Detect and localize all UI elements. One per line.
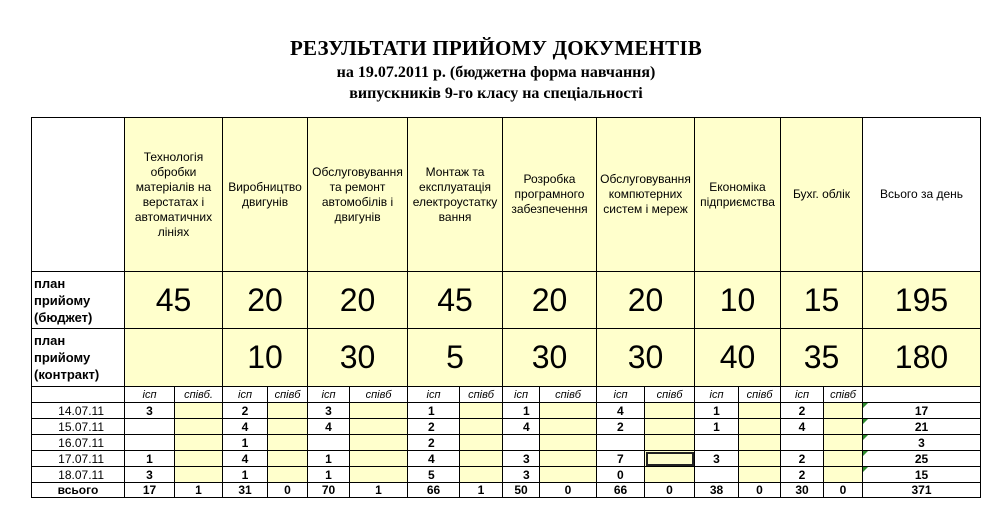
table-row — [32, 435, 981, 451]
subheader-isp: ісп — [308, 387, 350, 403]
spivb-total-cell[interactable]: 0 — [645, 483, 695, 498]
subheader-total-spacer — [863, 387, 981, 403]
isp-cell[interactable]: 4 — [597, 403, 645, 419]
plan-contract-value[interactable]: 30 — [308, 329, 408, 387]
isp-cell[interactable]: 5 — [408, 467, 460, 483]
subheader-spivb: співб — [268, 387, 308, 403]
spivb-cell[interactable] — [540, 403, 597, 419]
spivb-total-cell[interactable]: 0 — [540, 483, 597, 498]
spivb-cell[interactable] — [645, 419, 695, 435]
subheader-isp: ісп — [695, 387, 739, 403]
row-total[interactable]: 21 — [863, 419, 981, 435]
table-row — [32, 467, 981, 483]
isp-cell[interactable]: 4 — [308, 419, 350, 435]
spivb-cell[interactable] — [460, 419, 503, 435]
row-date[interactable]: 18.07.11 — [32, 467, 125, 483]
spivb-cell[interactable] — [824, 419, 863, 435]
subheader-isp: ісп — [223, 387, 268, 403]
isp-cell[interactable]: 3 — [503, 467, 540, 483]
spivb-cell[interactable] — [175, 467, 223, 483]
specialty-header[interactable]: Економіка підприємства — [695, 118, 781, 272]
isp-cell[interactable]: 1 — [695, 419, 739, 435]
subheader-isp: ісп — [597, 387, 645, 403]
spivb-cell[interactable] — [268, 451, 308, 467]
plan-budget-value[interactable]: 20 — [223, 272, 308, 329]
report-title: РЕЗУЛЬТАТИ ПРИЙОМУ ДОКУМЕНТІВ — [290, 36, 702, 60]
spivb-cell[interactable] — [460, 403, 503, 419]
corner-cell — [32, 118, 125, 272]
isp-cell[interactable]: 4 — [223, 451, 268, 467]
spivb-total-cell[interactable]: 0 — [739, 483, 781, 498]
plan-contract-value[interactable]: 35 — [781, 329, 863, 387]
row-total[interactable]: 3 — [863, 435, 981, 451]
plan-budget-value[interactable]: 10 — [695, 272, 781, 329]
isp-cell[interactable]: 4 — [408, 451, 460, 467]
spivb-cell[interactable] — [350, 435, 408, 451]
spivb-cell[interactable] — [268, 419, 308, 435]
isp-cell[interactable]: 4 — [223, 419, 268, 435]
plan-budget-label[interactable]: план прийому (бюджет) — [32, 272, 125, 329]
table-row — [32, 451, 981, 467]
isp-cell[interactable]: 1 — [125, 451, 175, 467]
spivb-cell[interactable] — [175, 435, 223, 451]
spivb-cell[interactable] — [824, 403, 863, 419]
isp-cell[interactable]: 2 — [781, 403, 824, 419]
spivb-cell[interactable] — [460, 451, 503, 467]
isp-cell[interactable]: 3 — [308, 403, 350, 419]
spivb-total-cell[interactable]: 0 — [824, 483, 863, 498]
row-total[interactable]: 25 — [863, 451, 981, 467]
isp-cell[interactable] — [695, 467, 739, 483]
isp-cell[interactable] — [308, 435, 350, 451]
isp-cell[interactable]: 1 — [308, 451, 350, 467]
isp-total-cell[interactable]: 17 — [125, 483, 175, 498]
total-row-label[interactable]: всього — [32, 483, 125, 498]
row-date[interactable]: 17.07.11 — [32, 451, 125, 467]
isp-cell[interactable]: 1 — [695, 403, 739, 419]
report-subtitle-date: на 19.07.2011 р. (бюджетна форма навчання) — [336, 64, 656, 81]
report-subtitle-graduates: випускників 9-го класу на спеціальності — [349, 85, 643, 102]
plan-budget-value[interactable]: 20 — [308, 272, 408, 329]
spivb-cell[interactable] — [739, 467, 781, 483]
isp-cell[interactable]: 3 — [503, 451, 540, 467]
specialty-header[interactable]: Обслуговування компютерних систем і мереж — [597, 118, 695, 272]
table-row — [32, 419, 981, 435]
spivb-cell[interactable] — [824, 451, 863, 467]
plan-budget-value[interactable]: 20 — [503, 272, 597, 329]
isp-cell[interactable] — [597, 435, 645, 451]
isp-cell[interactable]: 2 — [408, 435, 460, 451]
spivb-total-cell[interactable]: 1 — [350, 483, 408, 498]
total-per-day-header[interactable]: Всього за день — [863, 118, 981, 272]
row-total[interactable]: 15 — [863, 467, 981, 483]
subheader-isp: ісп — [781, 387, 824, 403]
table-row — [32, 403, 981, 419]
subheader-spivb: співб — [739, 387, 781, 403]
spivb-total-cell[interactable]: 0 — [268, 483, 308, 498]
specialty-header[interactable]: Монтаж та експлуатація електроустатку вання — [408, 118, 503, 272]
isp-cell[interactable]: 1 — [308, 467, 350, 483]
spivb-total-cell[interactable]: 1 — [175, 483, 223, 498]
plan-contract-label[interactable]: план прийому (контракт) — [32, 329, 125, 387]
isp-cell[interactable] — [503, 435, 540, 451]
spivb-cell[interactable] — [645, 451, 695, 467]
isp-cell[interactable]: 3 — [125, 403, 175, 419]
isp-cell[interactable]: 2 — [781, 451, 824, 467]
subheader-spivb: співб — [540, 387, 597, 403]
subheader-isp: ісп — [125, 387, 175, 403]
isp-total-cell[interactable]: 50 — [503, 483, 540, 498]
row-total[interactable]: 17 — [863, 403, 981, 419]
plan-budget-value[interactable]: 15 — [781, 272, 863, 329]
isp-total-cell[interactable]: 30 — [781, 483, 824, 498]
plan-budget-total[interactable]: 195 — [863, 272, 981, 329]
specialty-header[interactable]: Обслуговування та ремонт автомобілів і двигунів — [308, 118, 408, 272]
spivb-cell[interactable] — [268, 467, 308, 483]
admissions-table — [31, 117, 981, 498]
plan-contract-value[interactable]: 10 — [223, 329, 308, 387]
specialty-header[interactable]: Виробництво двигунів — [223, 118, 308, 272]
spivb-cell[interactable] — [350, 403, 408, 419]
row-date[interactable]: 14.07.11 — [32, 403, 125, 419]
isp-cell[interactable] — [781, 435, 824, 451]
plan-budget-value[interactable]: 45 — [408, 272, 503, 329]
spivb-cell[interactable] — [460, 467, 503, 483]
isp-cell[interactable] — [125, 419, 175, 435]
plan-contract-value[interactable] — [125, 329, 223, 387]
spivb-cell[interactable] — [460, 435, 503, 451]
isp-cell[interactable]: 3 — [125, 467, 175, 483]
isp-cell[interactable]: 2 — [408, 419, 460, 435]
spivb-cell[interactable] — [350, 419, 408, 435]
spivb-cell[interactable] — [824, 467, 863, 483]
isp-cell[interactable]: 4 — [781, 419, 824, 435]
subheader-spacer — [32, 387, 125, 403]
isp-total-cell[interactable]: 66 — [408, 483, 460, 498]
isp-cell[interactable]: 2 — [223, 403, 268, 419]
spivb-cell[interactable] — [645, 403, 695, 419]
specialty-header[interactable]: Технологія обробки матеріалів на верстатах і автоматичних лініях — [125, 118, 223, 272]
plan-contract-value[interactable]: 30 — [597, 329, 695, 387]
isp-cell[interactable]: 4 — [503, 419, 540, 435]
subheader-spivb: співб — [645, 387, 695, 403]
isp-cell[interactable] — [695, 435, 739, 451]
spivb-cell[interactable] — [268, 403, 308, 419]
spivb-cell[interactable] — [739, 403, 781, 419]
spivb-cell[interactable] — [824, 435, 863, 451]
spivb-cell[interactable] — [175, 451, 223, 467]
isp-cell[interactable]: 1 — [503, 403, 540, 419]
isp-cell[interactable]: 1 — [223, 467, 268, 483]
isp-cell[interactable]: 1 — [408, 403, 460, 419]
plan-contract-value[interactable]: 30 — [503, 329, 597, 387]
spivb-cell[interactable] — [645, 435, 695, 451]
isp-cell[interactable]: 2 — [597, 419, 645, 435]
subheader-spivb: співб. — [175, 387, 223, 403]
plan-budget-value[interactable]: 20 — [597, 272, 695, 329]
spivb-cell[interactable] — [540, 435, 597, 451]
grand-total[interactable]: 371 — [863, 483, 981, 498]
spivb-cell[interactable] — [175, 419, 223, 435]
isp-cell[interactable]: 7 — [597, 451, 645, 467]
isp-cell[interactable]: 3 — [695, 451, 739, 467]
subheader-spivb: співб — [824, 387, 863, 403]
plan-contract-value[interactable]: 5 — [408, 329, 503, 387]
isp-total-cell[interactable]: 38 — [695, 483, 739, 498]
spivb-cell[interactable] — [739, 419, 781, 435]
plan-contract-total[interactable]: 180 — [863, 329, 981, 387]
plan-budget-value[interactable]: 45 — [125, 272, 223, 329]
specialty-header[interactable]: Бухг. облік — [781, 118, 863, 272]
spivb-cell[interactable] — [350, 451, 408, 467]
isp-cell[interactable]: 1 — [223, 435, 268, 451]
spivb-cell[interactable] — [268, 435, 308, 451]
row-date[interactable]: 16.07.11 — [32, 435, 125, 451]
subheader-spivb: співб — [460, 387, 503, 403]
isp-cell[interactable]: 0 — [597, 467, 645, 483]
subheader-spivb: співб — [350, 387, 408, 403]
spivb-total-cell[interactable]: 1 — [460, 483, 503, 498]
subheader-isp: ісп — [503, 387, 540, 403]
isp-cell[interactable] — [125, 435, 175, 451]
row-date[interactable]: 15.07.11 — [32, 419, 125, 435]
spivb-cell[interactable] — [540, 419, 597, 435]
isp-total-cell[interactable]: 31 — [223, 483, 268, 498]
isp-total-cell[interactable]: 66 — [597, 483, 645, 498]
spivb-cell[interactable] — [540, 467, 597, 483]
total-row — [32, 483, 981, 498]
spivb-cell[interactable] — [645, 467, 695, 483]
spivb-cell[interactable] — [739, 435, 781, 451]
isp-total-cell[interactable]: 70 — [308, 483, 350, 498]
spivb-cell[interactable] — [175, 403, 223, 419]
spivb-cell[interactable] — [540, 451, 597, 467]
specialty-header[interactable]: Розробка програмного забезпечення — [503, 118, 597, 272]
isp-cell[interactable]: 2 — [781, 467, 824, 483]
subheader-isp: ісп — [408, 387, 460, 403]
plan-contract-value[interactable]: 40 — [695, 329, 781, 387]
spivb-cell[interactable] — [739, 451, 781, 467]
spivb-cell[interactable] — [350, 467, 408, 483]
